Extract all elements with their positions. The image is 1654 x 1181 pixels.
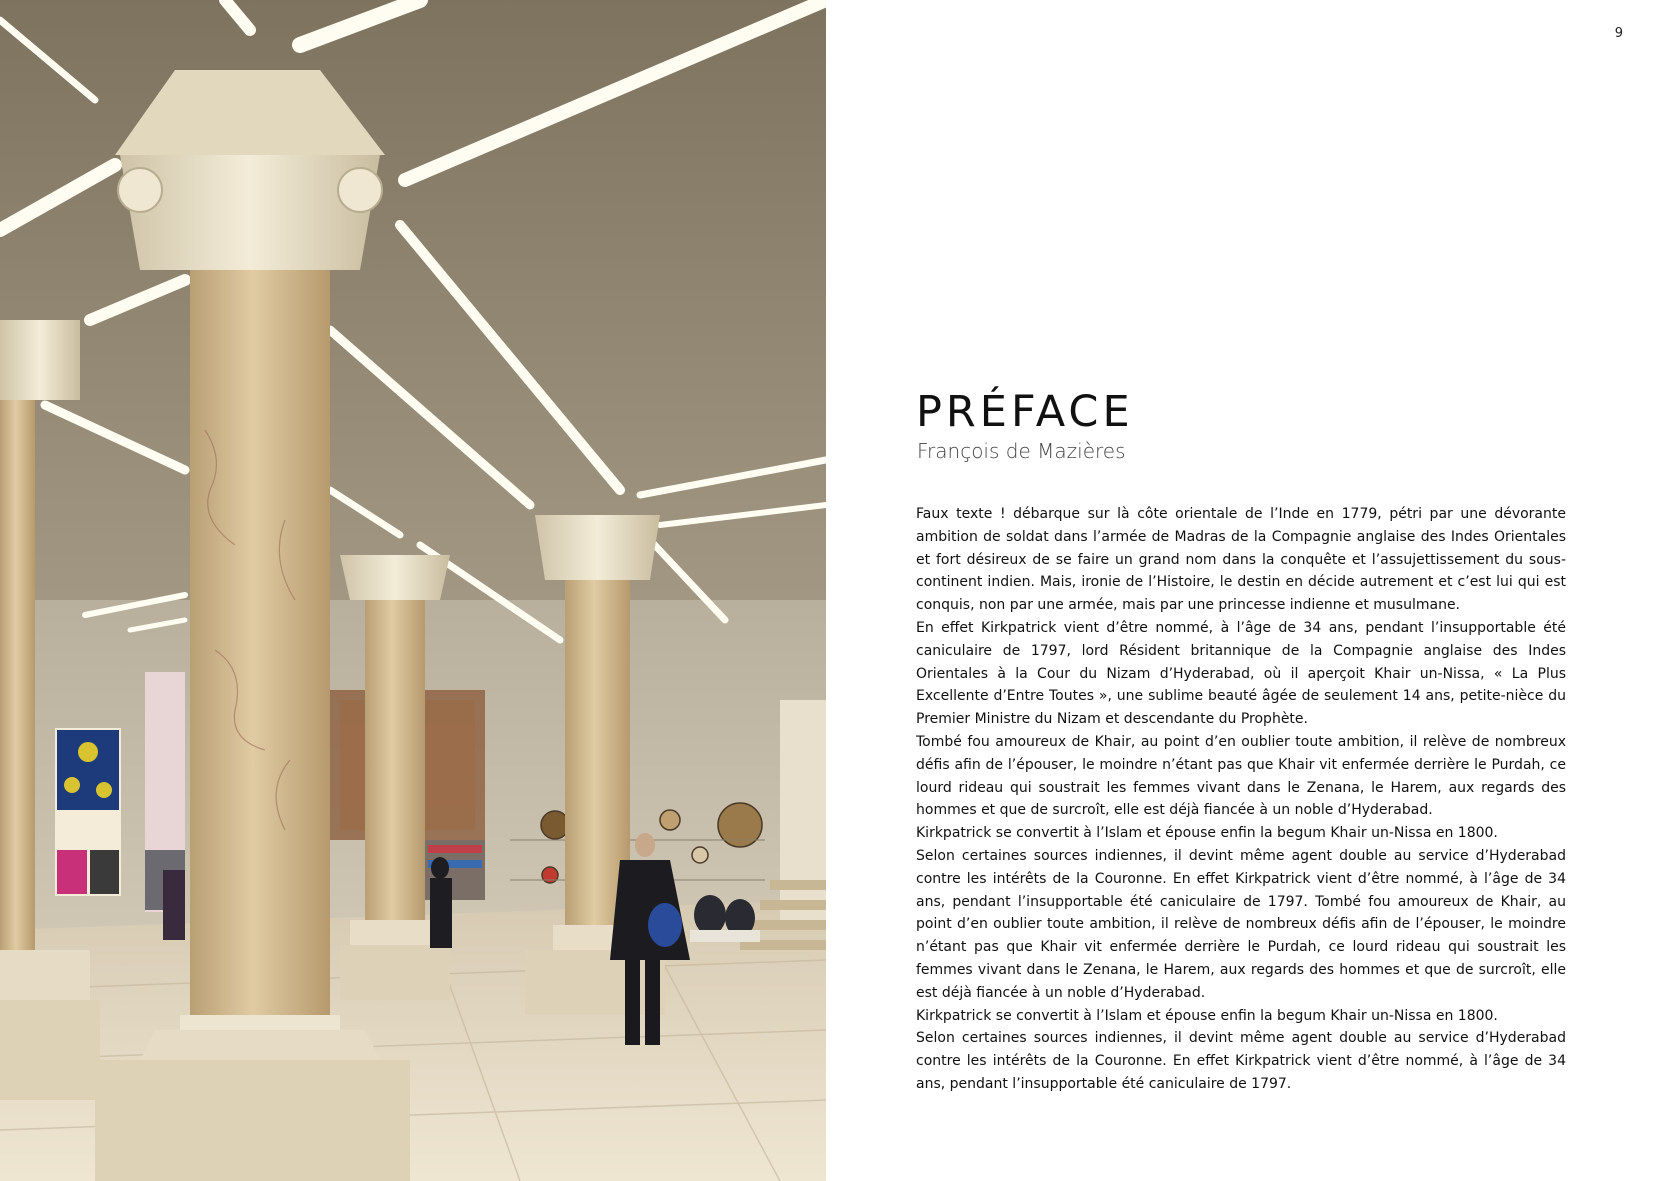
paragraph: Selon certaines sources indiennes, il devint même agent double au service d’Hyderabad contre les intérêts de la Couronne. En effet Kirkpatrick vient d’être nommé, à l’âge de 34 ans, pendant l’insupportable été caniculaire de 1797. (916, 1030, 1566, 1092)
paragraph: Kirkpatrick se convertit à l’Islam et épouse enfin la begum Khair un-Nissa en 1800. (916, 1007, 1498, 1024)
paragraph: En effet Kirkpatrick vient d’être nommé, à l’âge de 34 ans, pendant l’insupportable été caniculaire de 1797, lord Résident britannique de la Compagnie anglaise des Indes Orientales à la Cour du Nizam d’Hyderabad, où il aperçoit Khair un-Nissa, « La Plus Excellente d’Entre Toutes », une sublime beauté âgée de seulement 14 ans, petite-nièce du Premier Ministre du Nizam et descendante du Prophète. (916, 619, 1566, 728)
paragraph: Faux texte ! débarque sur là côte orientale de l’Inde en 1779, pétri par une dévorante ambition de soldat dans l’armée de Madras de la Compagnie anglaise des Indes Orientales et fort désireux de se faire un grand nom dans la conquête et l’assujettissement du sous-continent indien. Mais, ironie de l’Histoire, le destin en décide autrement et c’est lui qui est conquis, non par une armée, mais par une princesse indienne et musulmane. (916, 506, 1566, 614)
preface-title: PRÉFACE (916, 387, 1134, 437)
photo-illustration (0, 0, 826, 1181)
preface-body (916, 503, 1566, 1096)
page-number: 9 (1614, 26, 1624, 41)
text-page (826, 0, 1654, 1181)
paragraph: Selon certaines sources indiennes, il devint même agent double au service d’Hyderabad contre les intérêts de la Couronne. En effet Kirkpatrick vient d’être nommé, à l’âge de 34 ans, pendant l’insupportable été caniculaire de 1797. Tombé fou amoureux de Khair, au point d’en oublier toute ambition, il relève de nombreux défis afin de l’épouser, le moindre n’étant pas que Khair vit enfermée derrière le Purdah, ce lourd rideau qui soustrait les femmes vivant dans le Zenana, le Harem, aux regards des hommes et que de surcroît, elle est déjà fiancée à un noble d’Hyderabad. (916, 847, 1566, 1001)
hall-columns-photo (0, 0, 826, 1181)
paragraph: Tombé fou amoureux de Khair, au point d’en oublier toute ambition, il relève de nombreux défis afin de l’épouser, le moindre n’étant pas que Khair vit enfermée derrière le Purdah, ce lourd rideau qui soustrait les femmes vivant dans le Zenana, le Harem, aux regards des hommes et que de surcroît, elle est déjà fiancée à un noble d’Hyderabad. (916, 733, 1566, 819)
preface-author: François de Mazières (917, 439, 1126, 463)
paragraph: Kirkpatrick se convertit à l’Islam et épouse enfin la begum Khair un-Nissa en 1800. (916, 825, 1498, 842)
